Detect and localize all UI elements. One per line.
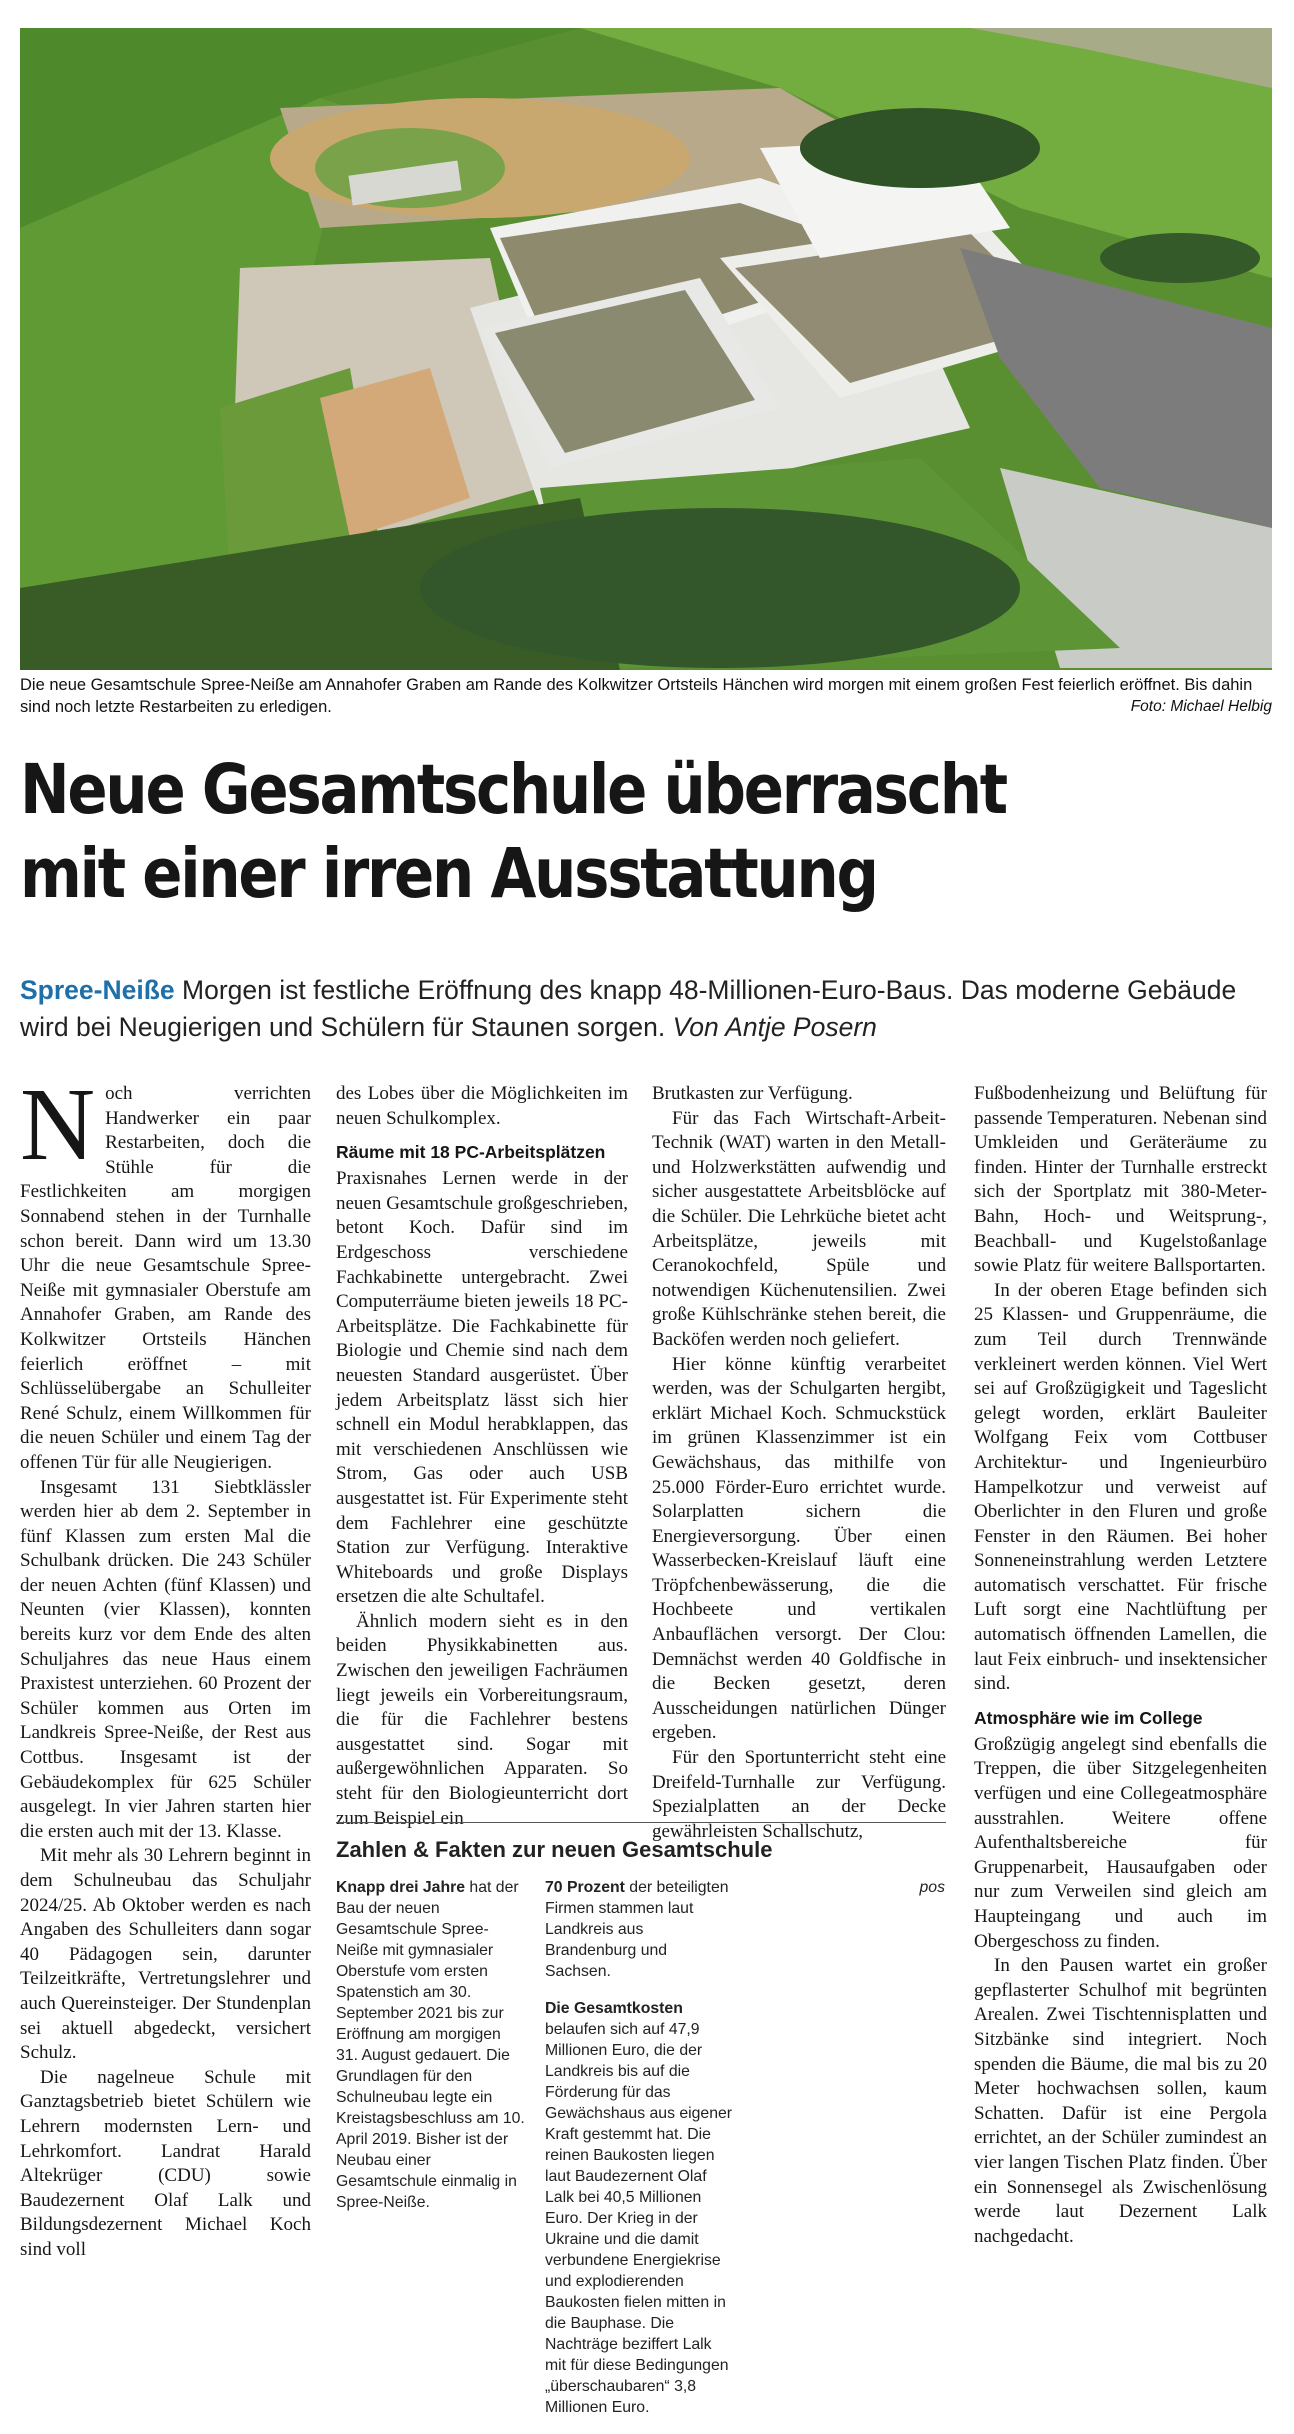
fact-text: belaufen sich auf 47,9 Millionen Euro, die der Landkreis bis auf die Förderung für das Gewächshaus aus eigener Kraft gestemmt hat. Die reinen Baukosten liegen laut Baudezernent Olaf Lalk bei 40,5 Millionen Euro. Der Krieg in der Ukraine und die damit verbundene Energiekrise und explodierenden Baukosten fielen mitten in die Bauphase. Die Nachträge beziffert Lalk mit für diese Bedingungen „überschaubaren“ 3,8 Millionen Euro. xyxy=(545,2021,733,2416)
teaser-text: Morgen ist festliche Eröffnung des knapp 48-Millionen-Euro-Baus. Das moderne Gebäude wird bei Neugierigen und Schülern für Staunen sorgen. xyxy=(20,975,1237,1042)
photo-credit: Foto: Michael Helbig xyxy=(1130,698,1272,715)
teaser-kicker: Spree-Neiße xyxy=(20,975,175,1005)
article-column-4 xyxy=(974,1082,1267,2249)
caption-text: Die neue Gesamtschule Spree-Neiße am Annahofer Graben am Rande des Kolkwitzer Ortsteils Hänchen wird morgen mit einem großen Fest feierlich eröffnet. Bis dahin sind noch letzte Restarbeiten zu erledigen. xyxy=(20,676,1253,716)
teaser-author: Von Antje Posern xyxy=(672,1012,877,1042)
paragraph-text: och verrichten Handwerker ein paar Restarbeiten, doch die Stühle für die Festlichkeiten am morgigen Sonnabend stehen in der Turnhalle schon bereit. Dann wird um 13.30 Uhr die neue Gesamtschule Spree-Neiße mit gymnasialer Oberstufe am Annahofer Graben, am Rande des Kolkwitzer Ortsteils Hänchen feierlich eröffnet – mit Schlüsselübergabe an Schulleiter René Schulz, einem Willkommen für die neuen Schüler und einem Tag der offenen Tür für alle Neugierigen. xyxy=(20,1083,311,1473)
article-paragraph xyxy=(20,1067,311,1476)
fact-text: hat der Bau der neuen Gesamtschule Spree-Neiße mit gymnasialer Oberstufe vom ersten Spatenstich am 30. September 2021 bis zur Eröffnung am morgigen 31. August gedauert. Die Grundlagen für den Schulneubau legte ein Kreistagsbeschluss am 10. April 2019. Bisher ist der Neubau einer Gesamtschule einmalig in Spree-Neiße. xyxy=(336,1879,525,2211)
facts-column-2 xyxy=(545,1877,736,2434)
fact-item xyxy=(336,1877,527,2213)
fact-bold: Knapp drei Jahre xyxy=(336,1879,466,1896)
facts-box-columns xyxy=(336,1877,946,2434)
drop-cap: N xyxy=(20,1067,96,1182)
article-paragraph: In den Pausen wartet ein großer gepflasterter Schulhof mit begrünten Arealen. Zwei Tischtennisplatten und Sitzbänke sind integriert. Noch spenden die Bäume, die mal bis zu 20 Meter hochwachsen sollen, kaum Schatten. Dafür ist eine Pergola errichtet, an der Schüler zumindest an vier langen Tischen Platz finden. Über ein Sonnensegel als Zwischenlösung werde laut Dezernent Lalk nachgedacht. xyxy=(974,1955,1267,2247)
aerial-photo-school xyxy=(20,28,1272,670)
author-signature: pos xyxy=(919,1879,945,1896)
fact-bold: Die Gesamtkosten xyxy=(545,2000,683,2017)
subheading: Atmosphäre wie im College xyxy=(974,1707,1203,1728)
article-photo xyxy=(20,28,1272,670)
article-headline: Neue Gesamtschule überrascht mit einer irren Ausstattung xyxy=(20,750,1006,914)
subheading: Räume mit 18 PC-Arbeitsplätzen xyxy=(336,1142,606,1163)
facts-box-title: Zahlen & Fakten zur neuen Gesamtschule xyxy=(336,1837,773,1862)
article-column-1 xyxy=(20,1067,311,2263)
article-paragraph: Die nagelneue Schule mit Ganztagsbetrieb bietet Schülern wie Lehrern modernsten Lern- und Lehrkomfort. Landrat Harald Altekrüger (CDU) sowie Baudezernent Olaf Lalk und Bildungsdezernent Michael Koch sind voll xyxy=(20,2066,311,2260)
facts-column-3 xyxy=(754,1877,945,2434)
article-paragraph: In der oberen Etage befinden sich 25 Klassen- und Gruppenräume, die zum Teil durch Trennwände verkleinert werden können. Viel Wert sei auf Großzügigkeit und Tageslicht gelegt worden, erklärt Bauleiter Wolfgang Feix vom Cottbuser Architektur- und Ingenieurbüro Hampelkotzur und verweist auf Oberlichter in den Fluren und große Fenster in den Räumen. Bei hoher Sonneneinstrahlung werden Letztere automatisch verschattet. Für frische Luft sorgt eine Nachtlüftung per automatisch öffnenden Lamellen, die laut Feix einbruch- und insektensicher sind. xyxy=(974,1279,1267,1695)
article-paragraph: Brutkasten zur Verfügung. xyxy=(652,1083,853,1104)
fact-text: der beteiligten Firmen stammen laut Landkreis aus Brandenburg und Sachsen. xyxy=(545,1879,729,1980)
article-column-3 xyxy=(652,1082,946,1844)
facts-box xyxy=(336,1822,946,2434)
fact-item xyxy=(545,1998,736,2418)
article-paragraph: Ähnlich modern sieht es in den beiden Physikkabinetten aus. Zwischen den jeweiligen Fachräumen liegt jeweils ein Vorbereitungsraum, die für die Fachlehrer bestens ausgestattet sind. Sogar mit außergewöhnlichen Apparaten. So steht für den Biologieunterricht dort zum Beispiel ein xyxy=(336,1610,628,1829)
article-paragraph: Für das Fach Wirtschaft-Arbeit-Technik (WAT) warten in den Metall- und Holzwerkstätten aufwendig und sicher ausgestattete Arbeitsblöcke auf die Schüler. Die Lehrküche bietet acht Arbeitsplätze, jeweils mit Ceranokochfeld, Spüle und notwendigen Küchenutensilien. Zwei große Kühlschränke stehen bereit, die Backöfen werden noch geliefert. xyxy=(652,1107,946,1350)
article-paragraph: Hier könne künftig verarbeitet werden, was der Schulgarten hergibt, erklärt Michael Koch. Schmuckstück im grünen Klassenzimmer ist ein Gewächshaus, das mithilfe von 25.000 Förder-Euro errichtet wurde. Solarplatten sichern die Energieversorgung. Über einen Wasserbecken-Kreislauf läuft eine Tröpfchenbewässerung, die die Hochbeete und vertikalen Anbauflächen versorgt. Der Clou: Demnächst werden 40 Goldfische in die Becken gesetzt, deren Ausscheidungen natürlichen Dünger ergeben. xyxy=(652,1353,946,1744)
article-paragraph: Fußbodenheizung und Belüftung für passende Temperaturen. Nebenan sind Umkleiden und Geräteräume zu finden. Hinter der Turnhalle erstreckt sich der Sportplatz mit 380-Meter-Bahn, Hoch- und Weitsprung-, Beachball- und Kugelstoßanlage sowie Platz für weitere Ballsportarten. xyxy=(974,1083,1267,1277)
article-paragraph: Praxisnahes Lernen werde in der neuen Gesamtschule großgeschrieben, betont Koch. Dafür sind im Erdgeschoss verschiedene Fachkabinette untergebracht. Zwei Computerräume bieten jeweils 18 PC-Arbeitsplätze. Die Fachkabinette für Biologie und Chemie sind nach dem neuesten Standard ausgerüstet. Über jedem Arbeitsplatz lässt sich hier schnell ein Modul herabklappen, das mit verschiedenen Anschlüssen wie Strom, Gas oder auch USB ausgestattet ist. Für Experimente steht dem Fachlehrer eine geschützte Station zur Verfügung. Interaktive Whiteboards und große Displays ersetzen die alte Schultafel. xyxy=(336,1168,628,1608)
article-paragraph: Insgesamt 131 Siebtklässler werden hier ab dem 2. September in fünf Klassen zum ersten Mal die Schulbank drücken. Die 243 Schüler der neuen Achten (fünf Klassen) und Neunten (vier Klassen), konnten bereits kurz vor dem Ende des alten Schuljahres das neue Haus einem Praxistest unterziehen. 60 Prozent der Schüler kommen aus Orten im Landkreis Spree-Neiße, der Rest aus Cottbus. Insgesamt ist der Gebäudekomplex für 625 Schüler ausgelegt. In vier Jahren starten hier die ersten auch mit der 13. Klasse. xyxy=(20,1476,311,1842)
article-teaser xyxy=(20,972,1274,1046)
article-paragraph: des Lobes über die Möglichkeiten im neuen Schulkomplex. xyxy=(336,1083,628,1129)
article-column-2 xyxy=(336,1082,628,1831)
fact-bold: 70 Prozent xyxy=(545,1879,625,1896)
article-paragraph: Für den Sportunterricht steht eine Dreifeld-Turnhalle zur Verfügung. Spezialplatten an der Decke gewährleisten Schallschutz, xyxy=(652,1747,946,1842)
article-paragraph: Großzügig angelegt sind ebenfalls die Treppen, die über Sitzgelegenheiten verfügen und eine Collegeatmosphäre ausstrahlen. Weitere offene Aufenthaltsbereiche für Gruppenarbeit, Hausaufgaben oder nur zum Verweilen sind gleich am Haupteingang und auch im Obergeschoss zu finden. xyxy=(974,1733,1267,1952)
article-paragraph: Mit mehr als 30 Lehrern beginnt in dem Schulneubau das Schuljahr 2024/25. Ab Oktober werden es nach Angaben des Schulleiters dann sogar 40 Pädagogen sein, darunter Teilzeitkräfte, Vertretungslehrer und auch Quereinsteiger. Der Stundenplan sei aktuell abgedeckt, versichert Schulz. xyxy=(20,1845,311,2064)
fact-item xyxy=(545,1877,736,1982)
photo-caption xyxy=(20,674,1272,718)
facts-column-1 xyxy=(336,1877,527,2434)
